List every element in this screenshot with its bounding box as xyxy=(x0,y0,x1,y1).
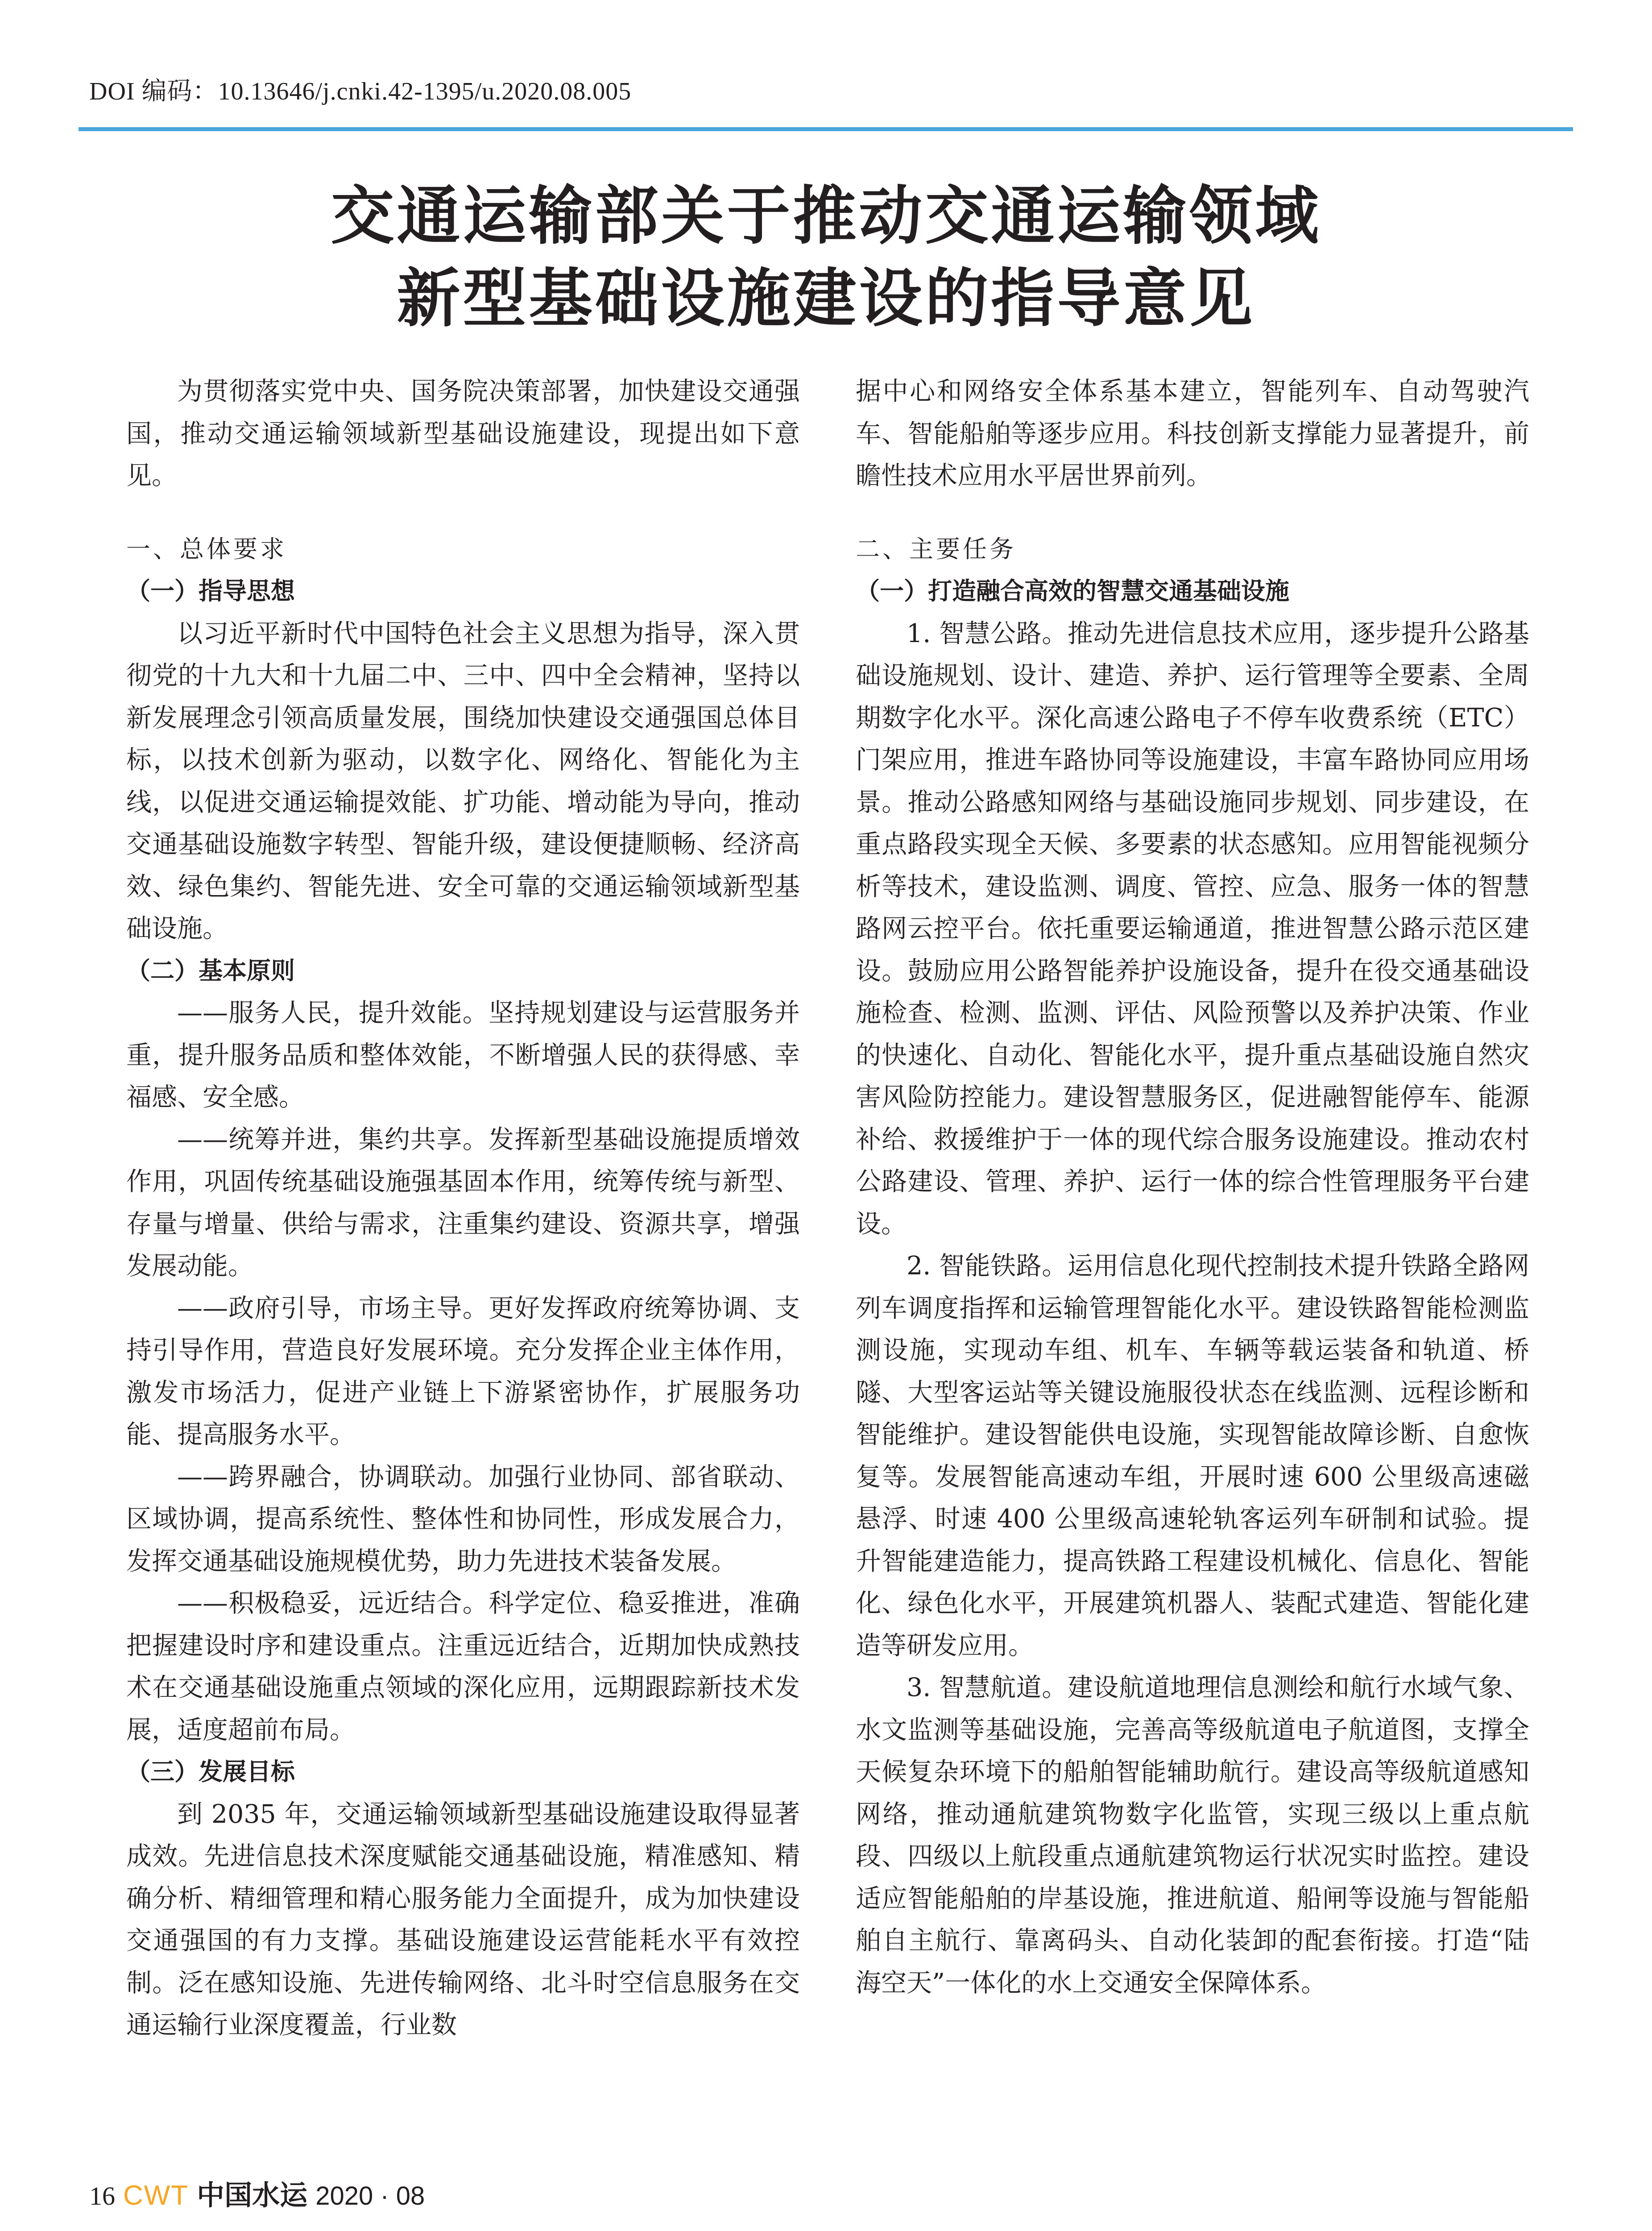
header-rule xyxy=(79,127,1573,131)
paragraph: ——积极稳妥，远近结合。科学定位、稳妥推进，准确把握建设时序和建设重点。注重远近结合，近期加快成熟技术在交通基础设施重点领域的深化应用，远期跟踪新技术发展，适度超前布局。 xyxy=(126,1588,800,1745)
page-number: 16 xyxy=(89,2181,115,2210)
paragraph-smart-highway: 1. 智慧公路。推动先进信息技术应用，逐步提升公路基础设施规划、设计、建造、养护、运行管理等全要素、全周期数字化水平。深化高速公路电子不停车收费系统（ETC）门架应用，推进车路协同等设施建设，丰富车路协同应用场景。推动公路感知网络与基础设施同步规划、同步建设，在重点路段实现全天候、多要素的状态感知。应用智能视频分析等技术，建设监测、调度、管控、应急、服务一体的智慧路网云控平台。依托重要运输通道，推进智慧公路示范区建设。鼓励应用公路智能养护设施设备，提升在役交通基础设施检查、检测、监测、评估、风险预警以及养护决策、作业的快速化、自动化、智能化水平，提升重点基础设施自然灾害风险防控能力。建设智慧服务区，促进融智能停车、能源补给、救援维护于一体的现代综合服务设施建设。推动农村公路建设、管理、养护、运行一体的综合性管理服务平台建设。 xyxy=(856,618,1529,1239)
intro-paragraph: 为贯彻落实党中央、国务院决策部署，加快建设交通强国，推动交通运输领域新型基础设施建设，现提出如下意见。 xyxy=(126,377,800,490)
subheading-guiding-ideology: （一）指导思想 xyxy=(126,577,295,605)
subheading-development-goals: （三）发展目标 xyxy=(126,1758,295,1786)
paragraph: ——政府引导，市场主导。更好发挥政府统筹协调、支持引导作用，营造良好发展环境。充分发挥企业主体作用，激发市场活力，促进产业链上下游紧密协作，扩展服务功能、提高服务水平。 xyxy=(126,1293,800,1449)
doi-code: DOI 编码：10.13646/j.cnki.42-1395/u.2020.08.005 xyxy=(89,78,632,105)
journal-logo: CWT xyxy=(123,2180,189,2211)
paragraph-smart-waterway: 3. 智慧航道。建设航道地理信息测绘和航行水域气象、水文监测等基础设施，完善高等级航道电子航道图，支撑全天候复杂环境下的船舶智能辅助航行。建设高等级航道感知网络，推动通航建筑物数字化监管，实现三级以上重点航段、四级以上航段重点通航建筑物运行状况实时监控。建设适应智能船舶的岸基设施，推进航道、船闸等设施与智能船舶自主航行、靠离码头、自动化装卸的配套衔接。打造“陆海空天”一体化的水上交通安全保障体系。 xyxy=(856,1673,1529,1998)
paragraph: 以习近平新时代中国特色社会主义思想为指导，深入贯彻党的十九大和十九届二中、三中、四中全会精神，坚持以新发展理念引领高质量发展，围绕加快建设交通强国总体目标，以技术创新为驱动，以数字化、网络化、智能化为主线，以促进交通运输提效能、扩功能、增动能为导向，推动交通基础设施数字转型、智能升级，建设便捷顺畅、经济高效、绿色集约、智能先进、安全可靠的交通运输领域新型基础设施。 xyxy=(126,618,800,943)
section-heading-general: 一、总体要求 xyxy=(126,535,287,563)
page-footer xyxy=(89,2173,425,2213)
continued-paragraph: 据中心和网络安全体系基本建立，智能列车、自动驾驶汽车、智能船舶等逐步应用。科技创新支撑能力显著提升，前瞻性技术应用水平居世界前列。 xyxy=(856,377,1529,490)
paragraph: ——跨界融合，协调联动。加强行业协同、部省联动、区域协调，提高系统性、整体性和协同性，形成发展合力，发挥交通基础设施规模优势，助力先进技术装备发展。 xyxy=(126,1462,800,1576)
issue-number: 2020 · 08 xyxy=(315,2181,425,2210)
article-title-line1: 交通运输部关于推动交通运输领域 xyxy=(331,179,1321,253)
section-heading-main-tasks: 二、主要任务 xyxy=(856,535,1016,563)
subheading-smart-infrastructure: （一）打造融合高效的智慧交通基础设施 xyxy=(856,577,1289,605)
paragraph: 到 2035 年，交通运输领域新型基础设施建设取得显著成效。先进信息技术深度赋能交通基础设施，精准感知、精确分析、精细管理和精心服务能力全面提升，成为加快建设交通强国的有力支撑。基础设施建设运营能耗水平有效控制。泛在感知设施、先进传输网络、北斗时空信息服务在交通运输行业深度覆盖，行业数 xyxy=(126,1799,800,2040)
paragraph: ——服务人民，提升效能。坚持规划建设与运营服务并重，提升服务品质和整体效能，不断增强人民的获得感、幸福感、安全感。 xyxy=(126,998,800,1112)
paragraph: ——统筹并进，集约共享。发挥新型基础设施提质增效作用，巩固传统基础设施强基固本作用，统筹传统与新型、存量与增量、供给与需求，注重集约建设、资源共享，增强发展动能。 xyxy=(126,1124,800,1281)
subheading-basic-principles: （二）基本原则 xyxy=(126,956,295,985)
paragraph-smart-railway: 2. 智能铁路。运用信息化现代控制技术提升铁路全路网列车调度指挥和运输管理智能化水平。建设铁路智能检测监测设施，实现动车组、机车、车辆等载运装备和轨道、桥隧、大型客运站等关键设施服役状态在线监测、远程诊断和智能维护。建设智能供电设施，实现智能故障诊断、自愈恢复等。发展智能高速动车组，开展时速 600 公里级高速磁悬浮、时速 400 公里级高速轮轨客运列车研制和试验。提升智能建造能力，提高铁路工程建设机械化、信息化、智能化、绿色化水平，开展建筑机器人、装配式建造、智能化建造等研发应用。 xyxy=(856,1251,1529,1660)
journal-name: 中国水运 xyxy=(197,2179,308,2211)
article-title-line2: 新型基础设施建设的指导意见 xyxy=(397,262,1255,336)
left-column xyxy=(126,370,800,2046)
right-column xyxy=(856,370,1529,2004)
